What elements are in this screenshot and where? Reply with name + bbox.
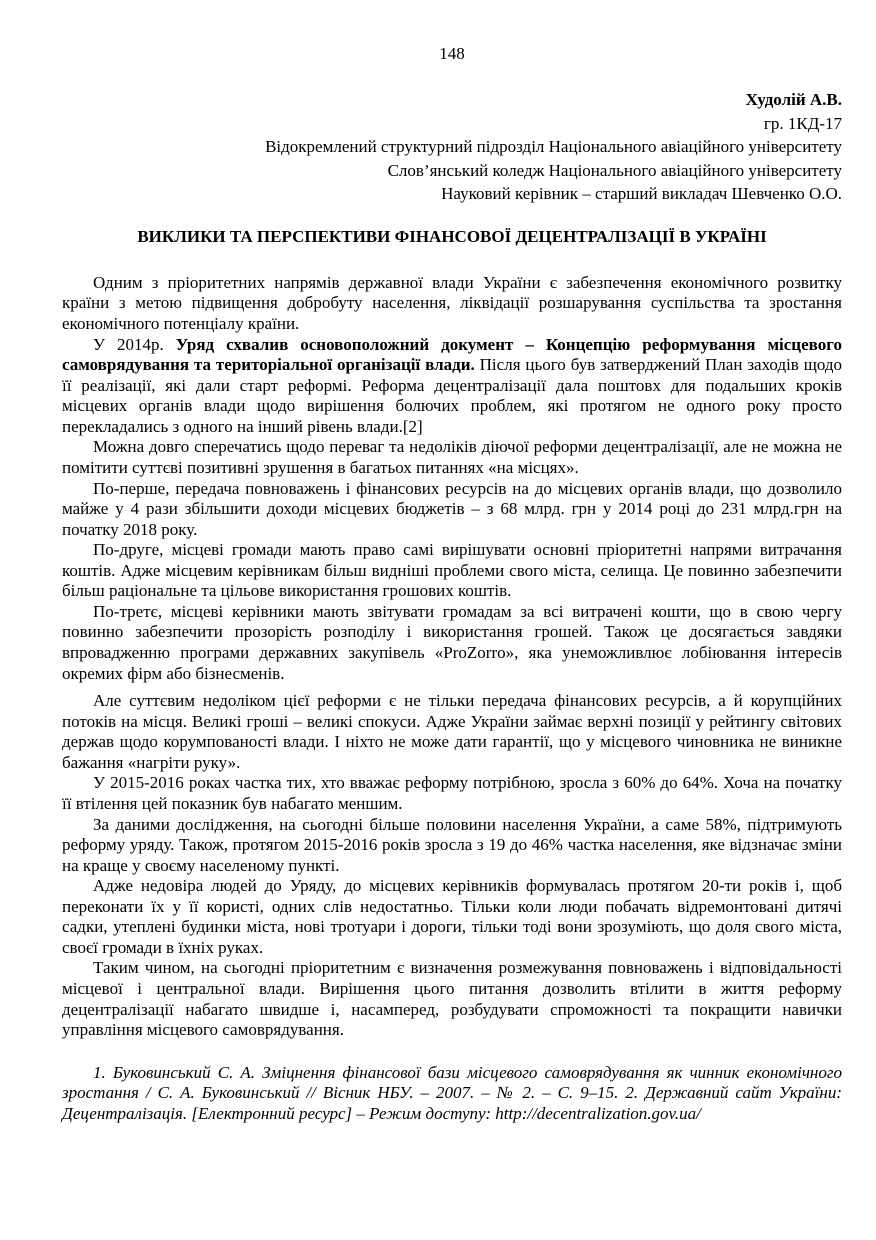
text-run: За даними дослідження, на сьогодні більше половини населення України, а саме 58%, підтримують реформу уряду. Також, протягом 2015-2016 років зросла з 19 до 46% частка населення, яке відзначає зміни на краще у своєму населеному пункті. bbox=[62, 814, 842, 875]
paragraph bbox=[62, 540, 842, 602]
author-group: гр. 1КД-17 bbox=[763, 113, 842, 133]
text-run: Після цього був затверджений План заходів щодо її реалізації, які дали старт реформі. Реформа децентралізації дала поштовх для подальших кроків місцевих органів влади щодо вирішення болючих проблем, які протягом не одного року просто перекладались з одного на інший рівень влади.[2] bbox=[62, 355, 842, 436]
paragraph bbox=[62, 815, 842, 877]
paragraph bbox=[62, 602, 842, 684]
reference-entry: 1. Буковинський С. А. Зміцнення фінансової бази місцевого самоврядування як чинник економічного зростання / С. А. Буковинський // Вісник НБУ. – 2007. – № 2. – С. 9–15. 2. Державний сайт України: Децентралізація. [Електронний ресурс] – Режим доступу: http://decentralization.gov.ua/ bbox=[62, 1062, 842, 1123]
text-run: Але суттєвим недоліком цієї реформи є не тільки передача фінансових ресурсів, а й корупційних потоків на місця. Великі гроші – великі спокуси. Адже України займає верхні позиції у рейтингу світових держав щодо корумпованості влади. І ніхто не може дати гарантії, що у місцевого чиновника не виникне бажання «нагріти руку». bbox=[62, 691, 842, 772]
text-run: По-третє, місцеві керівники мають звітувати громадам за всі витрачені кошти, що в свою чергу повинно забезпечити прозорість розподілу і використання грошей. Також це досягається завдяки впровадженню програми державних закупівель «ProZorro», яка унеможливлює лобіювання інтересів окремих фірм або бізнесменів. bbox=[62, 601, 842, 683]
affiliation-line: Відокремлений структурний підрозділ Національного авіаційного університету bbox=[265, 137, 842, 157]
paragraph bbox=[62, 876, 842, 958]
text-run: Таким чином, на сьогодні пріоритетним є визначення розмежування повноважень і відповідальності місцевої і центральної влади. Вирішення цього питання дозволить втілити в життя реформу децентралізації набагато швидше і, насамперед, розбудувати спроможності та покращити навички управління місцевого самоврядування. bbox=[62, 958, 842, 1040]
affiliation-line: Слов’янський коледж Національного авіаційного університету bbox=[387, 160, 842, 180]
body-text bbox=[62, 273, 842, 1041]
author-name: Худолій А.В. bbox=[745, 90, 842, 110]
paragraph bbox=[62, 773, 842, 814]
references-section bbox=[62, 1063, 842, 1125]
bold-text-run: Уряд схвалив основоположний документ – Концепцію реформування місцевого самоврядування та територіальної організації влади. bbox=[62, 334, 842, 375]
paragraph bbox=[62, 437, 842, 478]
paragraph bbox=[62, 335, 842, 438]
paragraph bbox=[62, 273, 842, 335]
text-run: Одним з пріоритетних напрямів державної влади України є забезпечення економічного розвитку країни з метою підвищення добробуту населення, ліквідації розшарування суспільства та зростання економічного потенціалу країни. bbox=[62, 272, 842, 334]
text-run: По-друге, місцеві громади мають право самі вирішувати основні пріоритетні напрями витрачання коштів. Адже місцевим керівникам більш видніші проблеми свого міста, селища. Це повинно забезпечити більш раціональне та цільове використання грошових коштів. bbox=[62, 540, 842, 601]
text-run: У 2014р. bbox=[93, 334, 176, 354]
text-run: Можна довго сперечатись щодо переваг та недоліків діючої реформи децентралізації, але не можна не помітити суттєві позитивні зрушення в багатьох питаннях «на місцях». bbox=[62, 437, 842, 477]
page-number: 148 bbox=[439, 44, 465, 63]
paragraph bbox=[62, 479, 842, 541]
document-title: ВИКЛИКИ ТА ПЕРСПЕКТИВИ ФІНАНСОВОЇ ДЕЦЕНТРАЛІЗАЦІЇ В УКРАЇНІ bbox=[137, 226, 767, 246]
paragraph bbox=[62, 958, 842, 1040]
affiliation-block bbox=[62, 135, 842, 205]
affiliation-line: Науковий керівник – старший викладач Шевченко О.О. bbox=[441, 184, 842, 204]
text-run: У 2015-2016 роках частка тих, хто вважає реформу потрібною, зросла з 60% до 64%. Хоча на початку її втілення цей показник був набагато меншим. bbox=[62, 773, 842, 813]
text-run: Адже недовіра людей до Уряду, до місцевих керівників формувалась протягом 20-ти років і, щоб переконати їх у її користі, одних слів недостатньо. Тільки коли люди побачать відремонтовані дитячі садки, утеплені будинки міста, нові тротуари і дороги, тільки тоді вони зрозуміють, що доля свого міста, своєї громади в їхніх руках. bbox=[62, 876, 842, 957]
author-header-block bbox=[62, 88, 842, 205]
paragraph bbox=[62, 691, 842, 773]
text-run: По-перше, передача повноважень і фінансових ресурсів на до місцевих органів влади, що дозволило майже у 4 рази збільшити доходи місцевих бюджетів – з 68 млрд. грн у 2014 році до 231 млрд.грн на початку 2018 року. bbox=[62, 478, 842, 539]
